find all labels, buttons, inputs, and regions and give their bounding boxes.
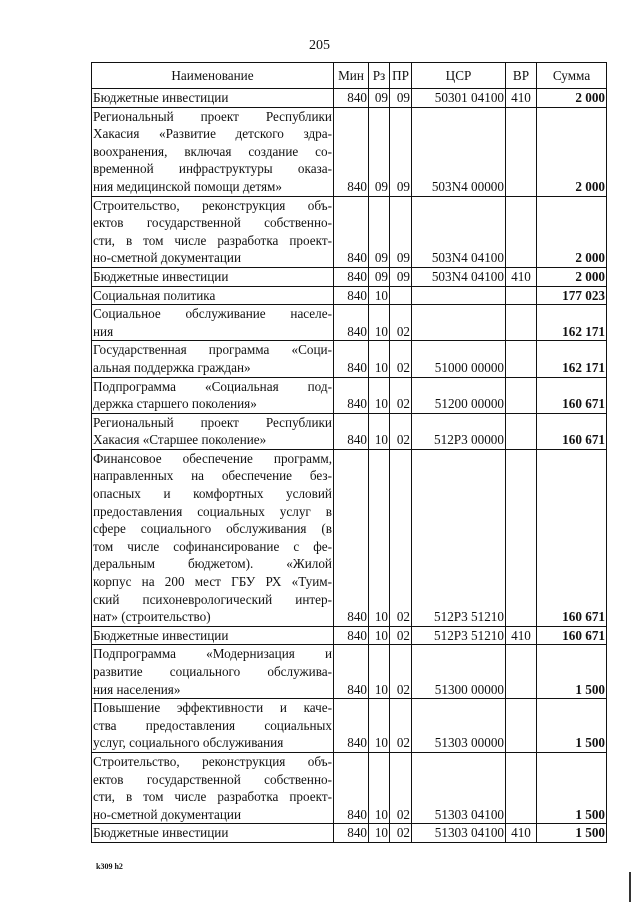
row-vr (506, 341, 537, 377)
row-csr: 51303 04100 (412, 824, 506, 843)
header-sum: Сумма (537, 63, 607, 89)
footer-code: k309 h2 (96, 862, 123, 871)
row-name-line: держка старшего поколения» (93, 396, 257, 412)
row-sum: 1 500 (537, 699, 607, 753)
header-vr: ВР (506, 63, 537, 89)
table-row (92, 267, 607, 286)
row-csr (412, 305, 506, 341)
row-name (92, 89, 334, 108)
table-row (92, 377, 607, 413)
row-csr: 51303 04100 (412, 752, 506, 823)
row-pr (390, 286, 412, 305)
row-name (92, 645, 334, 699)
row-name (92, 449, 334, 626)
table-row (92, 89, 607, 108)
table-row (92, 107, 607, 196)
row-vr (506, 699, 537, 753)
row-name-line: Строительство, реконструкция объ- (93, 197, 332, 213)
row-csr: 51200 00000 (412, 377, 506, 413)
row-min: 840 (334, 449, 369, 626)
row-rz: 10 (369, 377, 390, 413)
scan-edge-mark (629, 872, 631, 902)
row-min: 840 (334, 89, 369, 108)
row-csr: 51303 00000 (412, 699, 506, 753)
budget-table (91, 62, 607, 843)
table-row (92, 413, 607, 449)
row-min: 840 (334, 626, 369, 645)
table-body (92, 89, 607, 843)
row-name (92, 305, 334, 341)
row-name (92, 341, 334, 377)
row-vr (506, 449, 537, 626)
row-pr: 02 (390, 824, 412, 843)
table-row (92, 196, 607, 267)
table-row (92, 305, 607, 341)
table-row (92, 824, 607, 843)
row-csr: 512P3 51210 (412, 449, 506, 626)
row-name-line: сфере социального обслуживания (в (93, 521, 332, 537)
row-name (92, 699, 334, 753)
row-name-line: Подпрограмма «Модернизация и (93, 646, 332, 662)
row-sum: 160 671 (537, 626, 607, 645)
row-csr: 512P3 00000 (412, 413, 506, 449)
row-name-line: Региональный проект Республики (93, 108, 332, 124)
row-vr: 410 (506, 89, 537, 108)
row-rz: 09 (369, 107, 390, 196)
row-name-line: корпус на 200 мест ГБУ РХ «Туим- (93, 574, 332, 590)
row-csr: 51300 00000 (412, 645, 506, 699)
row-rz: 09 (369, 89, 390, 108)
row-sum: 160 671 (537, 413, 607, 449)
row-name-line: ства предоставления социальных (93, 717, 332, 733)
row-pr: 02 (390, 413, 412, 449)
row-pr: 09 (390, 89, 412, 108)
row-sum: 2 000 (537, 196, 607, 267)
row-name (92, 267, 334, 286)
row-min: 840 (334, 267, 369, 286)
row-rz: 10 (369, 413, 390, 449)
row-sum: 1 500 (537, 824, 607, 843)
row-min: 840 (334, 196, 369, 267)
row-pr: 02 (390, 752, 412, 823)
row-name-line: Строительство, реконструкция объ- (93, 753, 332, 769)
row-pr: 09 (390, 196, 412, 267)
row-pr: 02 (390, 305, 412, 341)
row-vr (506, 645, 537, 699)
row-name (92, 286, 334, 305)
row-name-line: Хакасия «Развитие детского здра- (93, 126, 332, 142)
row-name (92, 107, 334, 196)
row-vr (506, 286, 537, 305)
row-name-line: ектов государственной собственно- (93, 771, 332, 787)
row-rz: 10 (369, 824, 390, 843)
row-name-line: Бюджетные инвестиции (93, 627, 229, 643)
row-csr: 503N4 00000 (412, 107, 506, 196)
row-rz: 10 (369, 286, 390, 305)
row-rz: 10 (369, 305, 390, 341)
row-name (92, 413, 334, 449)
page-number: 205 (309, 38, 330, 53)
row-name-line: Финансовое обеспечение программ, (93, 450, 332, 466)
row-pr: 02 (390, 626, 412, 645)
row-rz: 10 (369, 699, 390, 753)
row-name-line: направленных на обеспечение без- (93, 468, 332, 484)
row-name-line: ния медицинской помощи детям» (93, 178, 282, 194)
row-sum: 2 000 (537, 89, 607, 108)
row-min: 840 (334, 824, 369, 843)
row-name-line: развитие социального обслужива- (93, 664, 332, 679)
row-pr: 02 (390, 377, 412, 413)
row-name-line: сти, в том числе разработка проект- (93, 232, 332, 248)
row-sum: 2 000 (537, 267, 607, 286)
row-csr (412, 286, 506, 305)
row-vr: 410 (506, 824, 537, 843)
row-vr (506, 413, 537, 449)
row-csr: 503N4 04100 (412, 267, 506, 286)
row-rz: 09 (369, 196, 390, 267)
table-row (92, 341, 607, 377)
row-sum: 160 671 (537, 449, 607, 626)
table-row (92, 752, 607, 823)
row-sum: 1 500 (537, 752, 607, 823)
row-name-line: Подпрограмма «Социальная под- (93, 378, 332, 394)
row-name-line: но-сметной документации (93, 806, 242, 822)
row-min: 840 (334, 286, 369, 305)
row-min: 840 (334, 305, 369, 341)
row-name (92, 196, 334, 267)
row-vr (506, 377, 537, 413)
row-min: 840 (334, 341, 369, 377)
row-name-line: Социальное обслуживание населе- (93, 306, 332, 322)
row-csr: 512P3 51210 (412, 626, 506, 645)
row-sum: 177 023 (537, 286, 607, 305)
table-row (92, 449, 607, 626)
row-name-line: опасных и комфортных условий (93, 486, 332, 502)
header-rz: Рз (369, 63, 390, 89)
row-sum: 162 171 (537, 305, 607, 341)
header-csr: ЦСР (412, 63, 506, 89)
row-rz: 10 (369, 752, 390, 823)
row-name-line: временной инфраструктуры оказа- (93, 161, 332, 177)
row-csr: 51000 00000 (412, 341, 506, 377)
row-name-line: Социальная политика (93, 287, 216, 303)
row-rz: 09 (369, 267, 390, 286)
row-name (92, 626, 334, 645)
row-name-line: Хакасия «Старшее поколение» (93, 432, 267, 448)
row-name-line: услуг, социального обслуживания (93, 735, 284, 751)
row-rz: 10 (369, 645, 390, 699)
row-sum: 160 671 (537, 377, 607, 413)
table-header-row (92, 63, 607, 89)
row-name-line: альная поддержка граждан» (93, 359, 251, 375)
row-name-line: воохранения, включая создание со- (93, 143, 332, 159)
row-pr: 09 (390, 267, 412, 286)
row-name (92, 824, 334, 843)
row-min: 840 (334, 377, 369, 413)
row-name-line: ния населения» (93, 681, 181, 697)
table-row (92, 626, 607, 645)
row-name-line: деральным бюджетом). «Жилой (93, 556, 332, 572)
row-min: 840 (334, 752, 369, 823)
row-csr: 503N4 04100 (412, 196, 506, 267)
row-vr: 410 (506, 626, 537, 645)
row-name-line: нат» (строительство) (93, 609, 211, 625)
row-pr: 02 (390, 341, 412, 377)
row-min: 840 (334, 699, 369, 753)
row-min: 840 (334, 107, 369, 196)
row-name-line: Региональный проект Республики (93, 414, 332, 430)
row-name-line: ский психоневрологический интер- (93, 591, 332, 607)
row-min: 840 (334, 413, 369, 449)
row-rz: 10 (369, 626, 390, 645)
row-name-line: ния (93, 323, 114, 339)
row-vr (506, 107, 537, 196)
table-row (92, 699, 607, 753)
row-sum: 2 000 (537, 107, 607, 196)
row-name-line: предоставления социальных услуг в (93, 503, 332, 519)
row-name-line: Бюджетные инвестиции (93, 825, 229, 841)
row-vr: 410 (506, 267, 537, 286)
row-name-line: Бюджетные инвестиции (93, 90, 229, 105)
row-vr (506, 305, 537, 341)
row-vr (506, 196, 537, 267)
row-name-line: сти, в том числе разработка проект- (93, 789, 332, 805)
row-name-line: ектов государственной собственно- (93, 215, 332, 231)
table-row (92, 286, 607, 305)
row-name (92, 377, 334, 413)
table-row (92, 645, 607, 699)
header-pr: ПР (390, 63, 412, 89)
row-pr: 02 (390, 449, 412, 626)
row-vr (506, 752, 537, 823)
row-pr: 09 (390, 107, 412, 196)
row-min: 840 (334, 645, 369, 699)
row-name-line: Повышение эффективности и каче- (93, 700, 332, 716)
row-csr: 50301 04100 (412, 89, 506, 108)
row-name-line: но-сметной документации (93, 250, 242, 266)
row-rz: 10 (369, 341, 390, 377)
row-name-line: Бюджетные инвестиции (93, 268, 229, 284)
row-name-line: Государственная программа «Соци- (93, 342, 332, 358)
header-min: Мин (334, 63, 369, 89)
row-sum: 1 500 (537, 645, 607, 699)
row-rz: 10 (369, 449, 390, 626)
row-sum: 162 171 (537, 341, 607, 377)
header-name: Наименование (92, 63, 334, 89)
row-name-line: том числе софинансирование с фе- (93, 538, 332, 554)
row-pr: 02 (390, 699, 412, 753)
row-name (92, 752, 334, 823)
row-pr: 02 (390, 645, 412, 699)
